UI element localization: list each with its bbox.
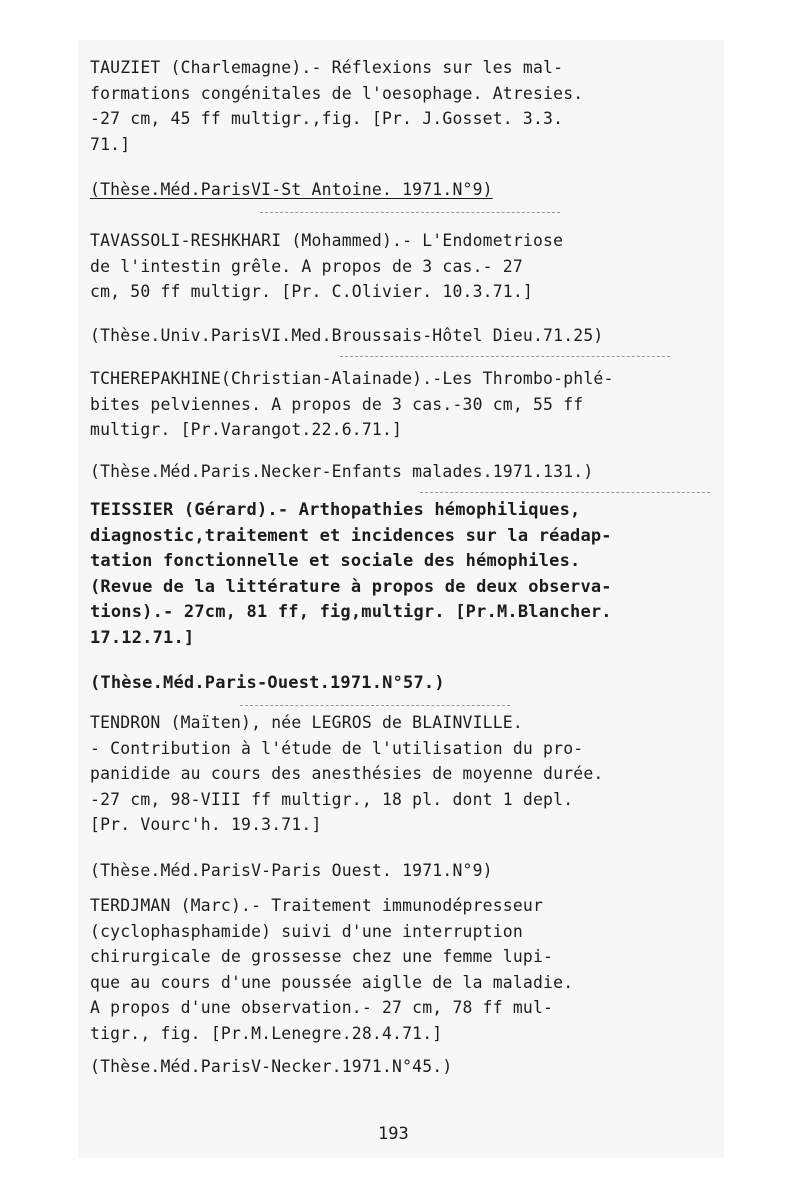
entry-line: -27 cm, 45 ff multigr.,fig. [Pr. J.Gosset. 3.3. bbox=[90, 109, 564, 128]
entry-line: que au cours d'une poussée aiglle de la maladie. bbox=[90, 972, 574, 992]
entry-line: de l'intestin grêle. A propos de 3 cas.- 27 bbox=[90, 256, 523, 276]
entry-source: (Thèse.Méd.Paris-Ouest.1971.N°57.) bbox=[90, 673, 445, 693]
entry-line: TAUZIET (Charlemagne).- Réflexions sur les mal- bbox=[90, 58, 564, 77]
entry-line: - Contribution à l'étude de l'utilisation du pro- bbox=[90, 738, 584, 758]
entry-source: (Thèse.Univ.ParisVI.Med.Broussais-Hôtel Dieu.71.25) bbox=[90, 326, 604, 345]
entry-line: TAVASSOLI-RESHKHARI (Mohammed).- L'Endometriose bbox=[90, 231, 564, 250]
entry-line: panidide au cours des anesthésies de moyenne durée. bbox=[90, 764, 604, 783]
entry-source: (Thèse.Méd.ParisV-Paris Ouest. 1971.N°9) bbox=[90, 861, 493, 880]
entry-line: bites pelviennes. A propos de 3 cas.-30 cm, 55 ff bbox=[90, 394, 584, 414]
entry-line: tigr., fig. [Pr.M.Lenegre.28.4.71.] bbox=[90, 1023, 443, 1043]
entry-line: TERDJMAN (Marc).- Traitement immunodépresseur bbox=[90, 896, 544, 915]
page-number: 193 bbox=[378, 1124, 409, 1144]
entry-line: TENDRON (Maïten), née LEGROS de BLAINVILLE. bbox=[90, 713, 523, 732]
entry-line: 71.] bbox=[90, 134, 131, 154]
bibliography-entry-teissier bbox=[90, 498, 710, 651]
separator-rule bbox=[260, 212, 560, 213]
entry-line: multigr. [Pr.Varangot.22.6.71.] bbox=[90, 420, 403, 439]
entry-line: tation fonctionnelle et sociale des hémophiles. bbox=[90, 551, 581, 571]
bibliography-entry-terdjman bbox=[90, 893, 710, 1046]
entry-line: tions).- 27cm, 81 ff, fig,multigr. [Pr.M.Blancher. bbox=[90, 602, 612, 622]
bibliography-entry-tendron bbox=[90, 710, 710, 838]
bibliography-entry-tauziet bbox=[90, 55, 710, 157]
entry-line: [Pr. Vourc'h. 19.3.71.] bbox=[90, 815, 322, 834]
entry-line: diagnostic,traitement et incidences sur la réadap- bbox=[90, 525, 612, 546]
entry-line: A propos d'une observation.- 27 cm, 78 ff mul- bbox=[90, 998, 554, 1017]
entry-line: (cyclophasphamide) suivi d'une interruption bbox=[90, 921, 523, 941]
entry-line: TCHEREPAKHINE(Christian-Alainade).-Les Thrombo-phlé- bbox=[90, 369, 614, 388]
entry-line: (Revue de la littérature à propos de deux observa- bbox=[90, 576, 612, 597]
entry-line: formations congénitales de l'oesophage. Atresies. bbox=[90, 83, 584, 103]
entry-line: -27 cm, 98-VIII ff multigr., 18 pl. dont 1 depl. bbox=[90, 789, 574, 809]
entry-line: cm, 50 ff multigr. [Pr. C.Olivier. 10.3.71.] bbox=[90, 282, 533, 301]
bibliography-entry-tcherepakhine bbox=[90, 366, 710, 443]
entry-source: (Thèse.Méd.Paris.Necker-Enfants malades.1971.131.) bbox=[90, 462, 594, 481]
entry-line: chirurgicale de grossesse chez une femme lupi- bbox=[90, 947, 554, 966]
entry-line: TEISSIER (Gérard).- Arthopathies hémophiliques, bbox=[90, 500, 581, 520]
separator-rule bbox=[420, 492, 710, 493]
entry-line: 17.12.71.] bbox=[90, 627, 195, 648]
entry-source: (Thèse.Méd.ParisVI-St Antoine. 1971.N°9) bbox=[90, 180, 493, 199]
bibliography-entry-tavassoli bbox=[90, 228, 710, 305]
separator-rule bbox=[340, 356, 670, 357]
separator-rule bbox=[240, 705, 510, 706]
entry-source: (Thèse.Méd.ParisV-Necker.1971.N°45.) bbox=[90, 1057, 453, 1076]
